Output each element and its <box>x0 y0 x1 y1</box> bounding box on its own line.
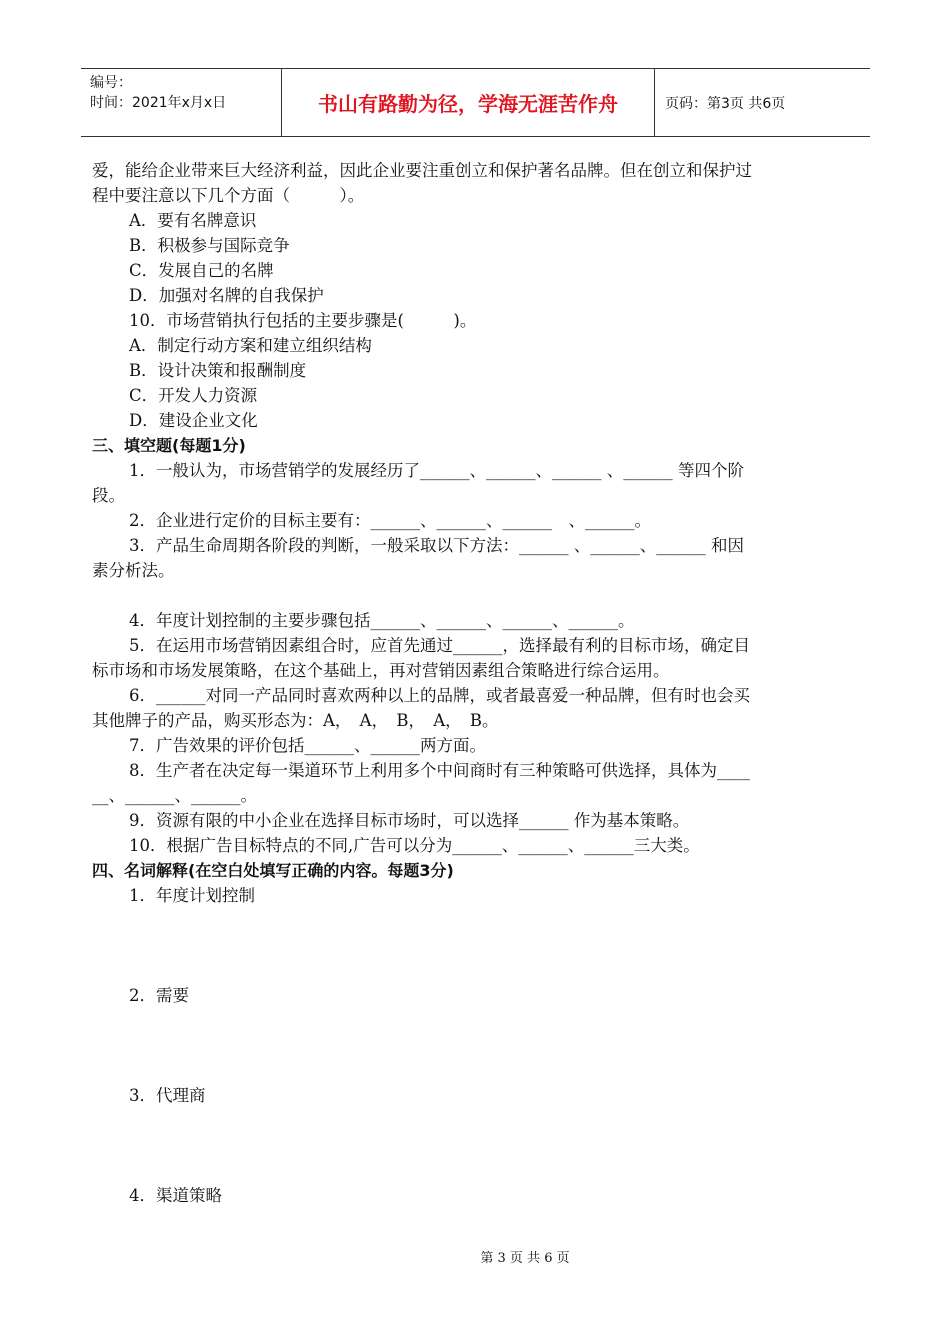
term-item: 4．渠道策略 <box>129 1186 222 1205</box>
code-label: 编号： <box>90 75 132 91</box>
section3-title: 三、填空题(每题1分) <box>92 436 246 455</box>
header-left-cell <box>81 69 282 136</box>
intro-line: 爱，能给企业带来巨大经济利益，因此企业要注重创立和保护著名品牌。但在创立和保护过 <box>92 161 752 180</box>
intro-line: 程中要注意以下几个方面（ ）。 <box>92 186 365 205</box>
fill-line: 5．在运用市场营销因素组合时，应首先通过______，选择最有利的目标市场，确定目 <box>129 636 750 655</box>
q10-stem: 10．市场营销执行包括的主要步骤是( )。 <box>129 311 477 330</box>
fill-line: 6．______对同一产品同时喜欢两种以上的品牌，或者最喜爱一种品牌，但有时也会买 <box>129 686 750 705</box>
q10-option-d: D．建设企业文化 <box>129 411 258 430</box>
document-body <box>92 158 864 1208</box>
q10-option-c: C．开发人力资源 <box>129 386 258 405</box>
fill-line: 素分析法。 <box>92 561 175 580</box>
fill-line: 2．企业进行定价的目标主要有：______、______、______ 、______。 <box>129 511 651 530</box>
fill-line: 8．生产者在决定每一渠道环节上利用多个中间商时有三种策略可供选择，具体为____ <box>129 761 750 780</box>
time-label: 时间：2021年x月x日 <box>90 95 227 111</box>
q9-option-d: D．加强对名牌的自我保护 <box>129 286 324 305</box>
page-header <box>81 68 870 137</box>
term-item: 2．需要 <box>129 986 189 1005</box>
q9-option-a: A．要有名牌意识 <box>129 211 257 230</box>
fill-line: 标市场和市场发展策略，在这个基础上，再对营销因素组合策略进行综合运用。 <box>92 661 670 680</box>
page-footer: 第 3 页 共 6 页 <box>480 1251 570 1266</box>
fill-line: 9．资源有限的中小企业在选择目标市场时，可以选择______ 作为基本策略。 <box>129 811 690 830</box>
q10-option-a: A．制定行动方案和建立组织结构 <box>129 336 372 355</box>
fill-line: __、______、______。 <box>92 786 257 805</box>
q9-option-b: B．积极参与国际竞争 <box>129 236 290 255</box>
fill-line: 10．根据广告目标特点的不同,广告可以分为______、______、______三大类。 <box>129 836 700 855</box>
fill-line: 3．产品生命周期各阶段的判断，一般采取以下方法：______ 、______、______ 和因 <box>129 536 744 555</box>
fill-line: 段。 <box>92 486 125 505</box>
term-item: 1．年度计划控制 <box>129 886 255 905</box>
fill-line: 其他牌子的产品，购买形态为：A， A， B， A， B。 <box>92 711 499 730</box>
section4-title: 四、名词解释(在空白处填写正确的内容。每题3分) <box>92 861 454 880</box>
term-item: 3．代理商 <box>129 1086 206 1105</box>
q10-option-b: B．设计决策和报酬制度 <box>129 361 307 380</box>
fill-line: 7．广告效果的评价包括______、______两方面。 <box>129 736 486 755</box>
header-page-label: 页码：第3页 共6页 <box>665 95 786 112</box>
fill-line: 4．年度计划控制的主要步骤包括______、______、______、______。 <box>129 611 635 630</box>
fill-line: 1．一般认为，市场营销学的发展经历了______、______、______ 、______ 等四个阶 <box>129 461 744 480</box>
header-motto: 书山有路勤为径，学海无涯苦作舟 <box>282 69 655 136</box>
q9-option-c: C．发展自己的名牌 <box>129 261 274 280</box>
